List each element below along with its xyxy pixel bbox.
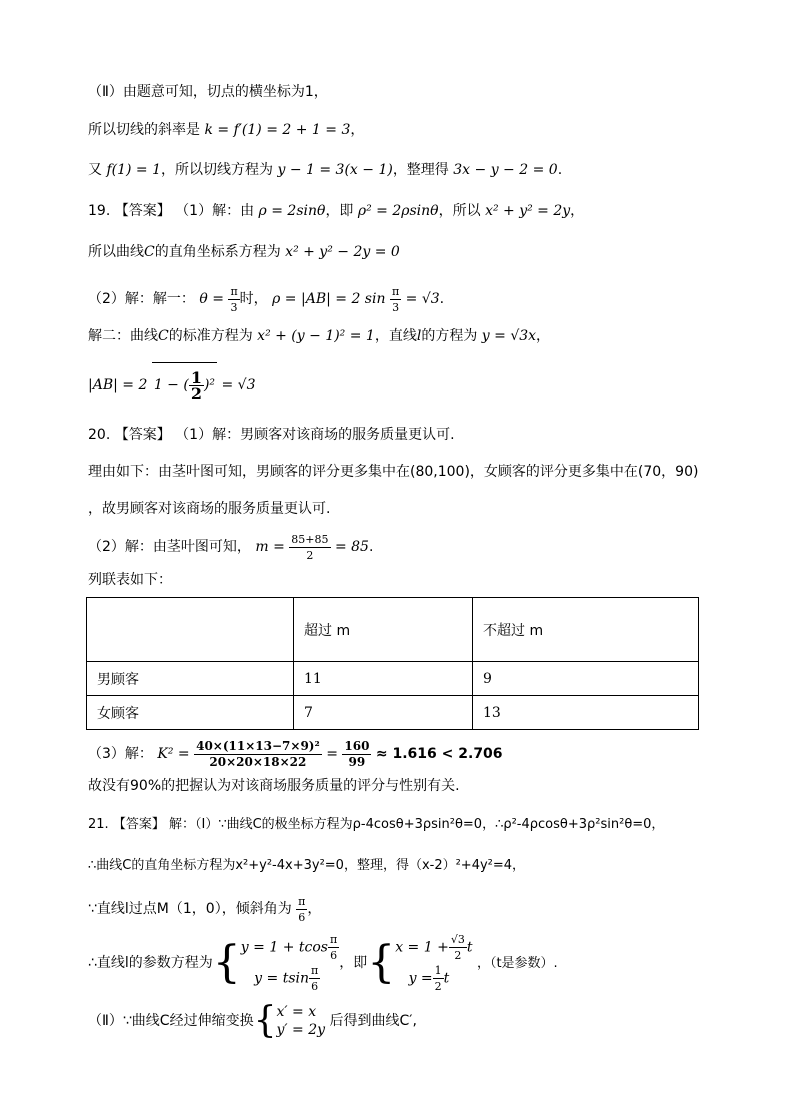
equation-system-2: x = 1 + $\frac{√3}{2}$ t y = $\frac{1}{2}$ t: [395, 933, 473, 993]
table-cell: 11: [294, 662, 473, 696]
line-q21-parametric: ∴直线l的参数方程为{ y = 1 + tcos $\frac{\pi}{6}$ y = tsin $\frac{\pi}{6}$ ，即{ x = 1 + $\frac{√3}{2}$ t y = $\frac{1}{2}$ t ，（t是参数）.: [88, 933, 558, 993]
table-cell: 9: [473, 662, 699, 696]
table-cell: 13: [473, 696, 699, 730]
line-q20-part1: 20. 【答案】 （1）解：男顾客对该商场的服务质量更认可.: [88, 427, 455, 443]
line-q19-part2-method1: （2）解：解一： θ = $\frac{\pi}{3}$ 时， ρ = |AB| = 2 sin $\frac{\pi}{3}$ = √3.: [88, 284, 445, 314]
square-root: 1 − ( $\frac{1}{2}$ )²: [152, 362, 217, 407]
table-cell: 7: [294, 696, 473, 730]
answer-tag: 【答案】: [112, 817, 165, 832]
table-header-cell: 超过 m: [294, 598, 473, 662]
line-q21-part2: （Ⅱ）∵曲线C经过伸缩变换{ x′ = x y′ = 2y 后得到曲线C′,: [88, 1000, 417, 1041]
fraction-median: $\frac{85+85}{2}$: [291, 532, 329, 562]
line-q20-chi-square: （3）解： K² = $\frac{\text{40×(11×13−7×9)²}}{20\times 20\times 18\times 22}$ = $\frac{160}{99}$ ≈ 1.616 < 2.706: [88, 738, 503, 769]
table-header-cell: [87, 598, 294, 662]
line-q19-method2: 解二：曲线C的标准方程为 x² + (y − 1)² = 1，直线l的方程为 y = √3x，: [88, 328, 551, 344]
fraction-160-99: $\frac{160}{99}$: [344, 738, 370, 769]
answer-tag: 【答案】: [114, 427, 171, 443]
fraction-pi-over-3-b: $\frac{\pi}{3}$: [391, 284, 400, 314]
table-row: [87, 696, 699, 730]
question-number: 20.: [88, 427, 111, 443]
table-header-cell: 不超过 m: [473, 598, 699, 662]
fraction-k-squared: $\frac{\text{40×(11×13−7×9)²}}{20\times 20\times 18\times 22}$: [196, 738, 320, 769]
table-cell: 女顾客: [87, 696, 294, 730]
table-row: [87, 662, 699, 696]
line-q21-cartesian: ∴曲线C的直角坐标方程为x²+y²-4x+3y²=0，整理，得（x-2）²+4y²=4，: [88, 858, 526, 873]
line-q20-final: 故没有90%的把握认为对该商场服务质量的评分与性别有关.: [88, 778, 460, 794]
brace-left: {: [367, 937, 396, 988]
fraction-pi-over-6: $\frac{\pi}{6}$: [298, 894, 306, 924]
line-q21-line-point: ∵直线l过点M（1，0），倾斜角为 $\frac{\pi}{6}$ ，: [88, 894, 322, 924]
table-cell: 男顾客: [87, 662, 294, 696]
line-tangent-equation: 又 f(1) = 1，所以切线方程为 y − 1 = 3(x − 1)，整理得 3x − y − 2 = 0.: [88, 162, 563, 178]
brace-left: {: [253, 1000, 277, 1041]
line-q20-reason: 理由如下：由茎叶图可知，男顾客的评分更多集中在(80,100)，女顾客的评分更多集中在(70，90): [88, 464, 699, 480]
line-part2-header: （Ⅱ）由题意可知，切点的横坐标为1，: [88, 84, 328, 100]
slope-formula: k = f′(1) = 2 + 1 = 3: [204, 122, 351, 138]
line-q19-ab-length: |AB| = 2 1 − ( $\frac{1}{2}$ )² = √3: [88, 362, 256, 407]
line-q19-cartesian: 所以曲线C的直角坐标系方程为 x² + y² − 2y = 0: [88, 244, 400, 260]
line-q20-table-intro: 列联表如下：: [88, 572, 172, 588]
line-slope: 所以切线的斜率是 k = f′(1) = 2 + 1 = 3，: [88, 122, 365, 138]
equation-system-1: y = 1 + tcos $\frac{\pi}{6}$ y = tsin $\frac{\pi}{6}$: [240, 933, 338, 993]
line-q21-part1: 21. 【答案】 解：（Ⅰ）∵曲线C的极坐标方程为ρ-4cosθ+3ρsin²θ=0，∴ρ²-4ρcosθ+3ρ²sin²θ=0，: [88, 817, 665, 832]
answer-tag: 【答案】: [114, 203, 171, 219]
fraction-pi-over-3: $\frac{\pi}{3}$: [230, 284, 238, 314]
line-q20-median: （2）解：由茎叶图可知， m = $\frac{85+85}{2}$ = 85.: [88, 532, 374, 562]
line-q19-part1: 19. 【答案】 （1）解：由 ρ = 2sinθ，即 ρ² = 2ρsinθ，所以 x² + y² = 2y，: [88, 203, 585, 219]
brace-left: {: [212, 937, 241, 988]
table-header-row: [87, 598, 699, 662]
question-number: 21.: [88, 817, 109, 832]
question-number: 19.: [88, 203, 111, 219]
line-q20-conclusion: ，故男顾客对该商场的服务质量更认可.: [88, 501, 331, 517]
equation-system-3: x′ = x y′ = 2y: [276, 1004, 326, 1038]
contingency-table: [86, 597, 699, 730]
